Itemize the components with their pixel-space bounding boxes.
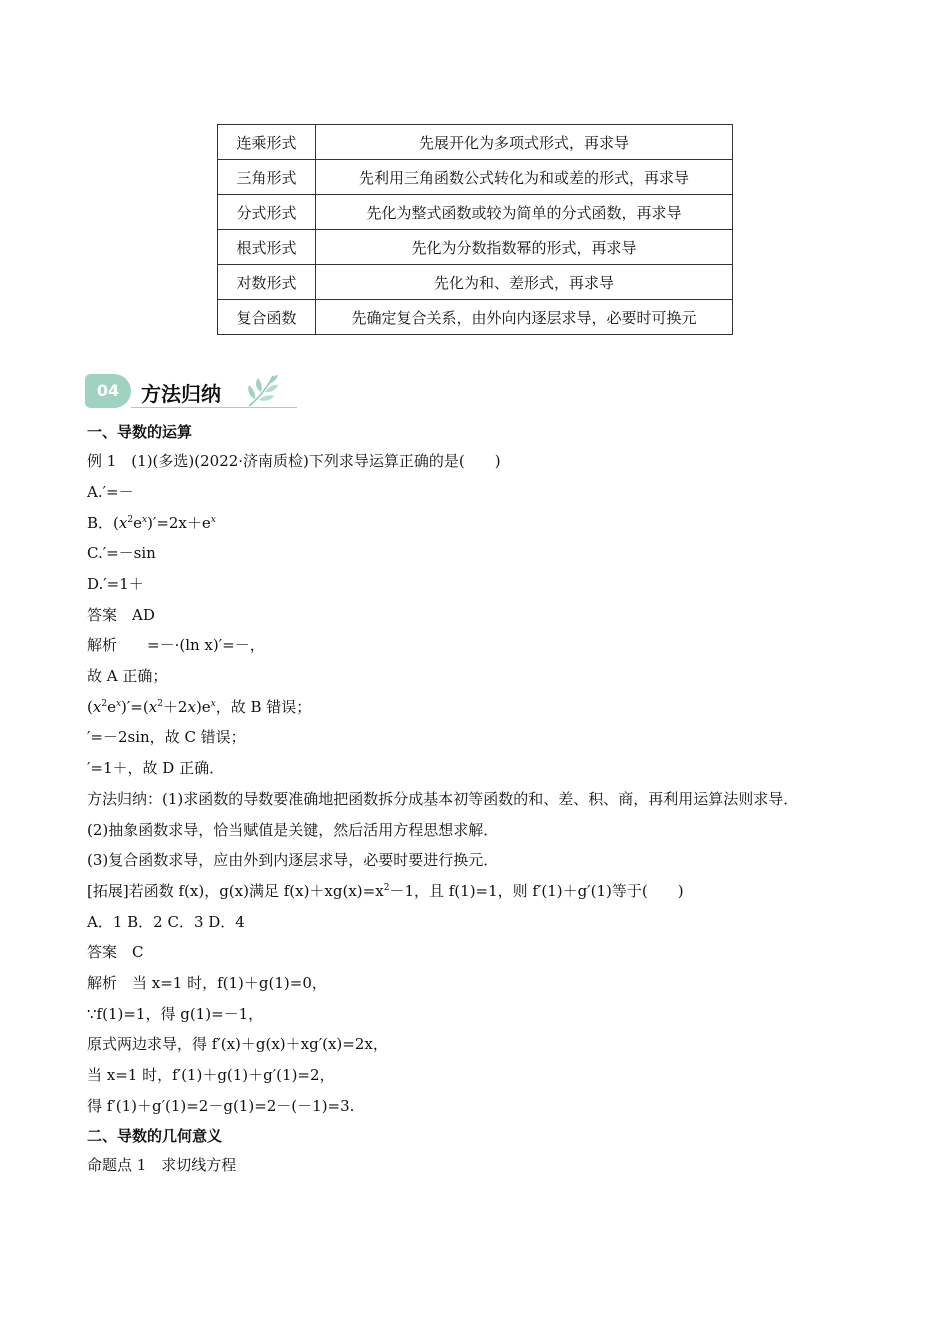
analysis-line-d: ′=1＋，故 D 正确． — [87, 759, 225, 777]
analysis-line-a: 故 A 正确； — [87, 667, 168, 685]
table-cell-form: 根式形式 — [218, 230, 316, 265]
section-title: 方法归纳 — [141, 382, 221, 406]
extension-problem: [拓展]若函数 f(x)，g(x)满足 $f(x)+xg(x)=x^2-1$，且 f(1)=1，则 f′(1)＋g′(1)等于( ) — [87, 882, 684, 900]
section-number: 04 — [85, 374, 131, 408]
analysis-1: 解析 =－·(ln x)′=－， — [87, 636, 265, 654]
table-cell-method: 先化为整式函数或较为简单的分式函数，再求导 — [316, 195, 733, 230]
table-cell-form: 连乘形式 — [218, 125, 316, 160]
solution-line-4: 当 x=1 时，f′(1)＋g(1)＋g′(1)=2， — [87, 1066, 335, 1084]
table-cell-form: 三角形式 — [218, 160, 316, 195]
heading-part1: 一、导数的运算 — [87, 423, 193, 441]
method-summary-3: (3)复合函数求导，应由外到内逐层求导，必要时要进行换元． — [87, 851, 499, 869]
table-row — [218, 125, 733, 160]
table-cell-form: 对数形式 — [218, 265, 316, 300]
solution-line-2: ∵f(1)=1，得 g(1)=－1， — [87, 1005, 264, 1023]
leaf-icon — [243, 372, 283, 408]
option-b: B．$(x^2e^x)'=2x+e^x$ — [87, 514, 216, 532]
solution-line-1: 解析 当 x=1 时，f(1)＋g(1)=0， — [87, 974, 327, 992]
analysis-line-c: ′=－2sin，故 C 错误； — [87, 728, 246, 746]
derivative-forms-table — [217, 124, 733, 335]
example-1: 例 1 (1)(多选)(2022·济南质检)下列求导运算正确的是( ) — [87, 452, 501, 470]
heading-part2: 二、导数的几何意义 — [87, 1127, 223, 1145]
table-row — [218, 300, 733, 335]
answer-2: 答案 C — [87, 943, 144, 961]
option-a: A.′=－ — [87, 483, 134, 501]
table-cell-form: 分式形式 — [218, 195, 316, 230]
table-row — [218, 195, 733, 230]
table-cell-method: 先利用三角函数公式转化为和或差的形式，再求导 — [316, 160, 733, 195]
solution-line-3: 原式两边求导，得 f′(x)＋g(x)＋xg′(x)=2x， — [87, 1035, 388, 1053]
extension-options: A．1 B．2 C．3 D．4 — [87, 913, 245, 931]
section-header — [85, 372, 297, 412]
method-summary-1: 方法归纳：(1)求函数的导数要准确地把函数拆分成基本初等函数的和、差、积、商，再利用运算法则求导． — [87, 790, 799, 808]
table-cell-method: 先化为分数指数幂的形式，再求导 — [316, 230, 733, 265]
method-summary-2: (2)抽象函数求导，恰当赋值是关键，然后活用方程思想求解． — [87, 821, 499, 839]
answer-1: 答案 AD — [87, 606, 155, 624]
table-cell-method: 先展开化为多项式形式，再求导 — [316, 125, 733, 160]
solution-line-5: 得 f′(1)＋g′(1)=2－g(1)=2－(－1)=3. — [87, 1097, 355, 1115]
table-cell-method: 先化为和、差形式，再求导 — [316, 265, 733, 300]
option-c: C.′=－sin — [87, 544, 156, 562]
table-cell-method: 先确定复合关系，由外向内逐层求导，必要时可换元 — [316, 300, 733, 335]
table-row — [218, 160, 733, 195]
option-d: D.′=1＋ — [87, 575, 144, 593]
table-row — [218, 230, 733, 265]
table-cell-form: 复合函数 — [218, 300, 316, 335]
analysis-line-b: $(x^2e^x)'=(x^2+2x)e^x$，故 B 错误； — [87, 698, 312, 716]
proposition-1: 命题点 1 求切线方程 — [87, 1156, 237, 1174]
table-row — [218, 265, 733, 300]
